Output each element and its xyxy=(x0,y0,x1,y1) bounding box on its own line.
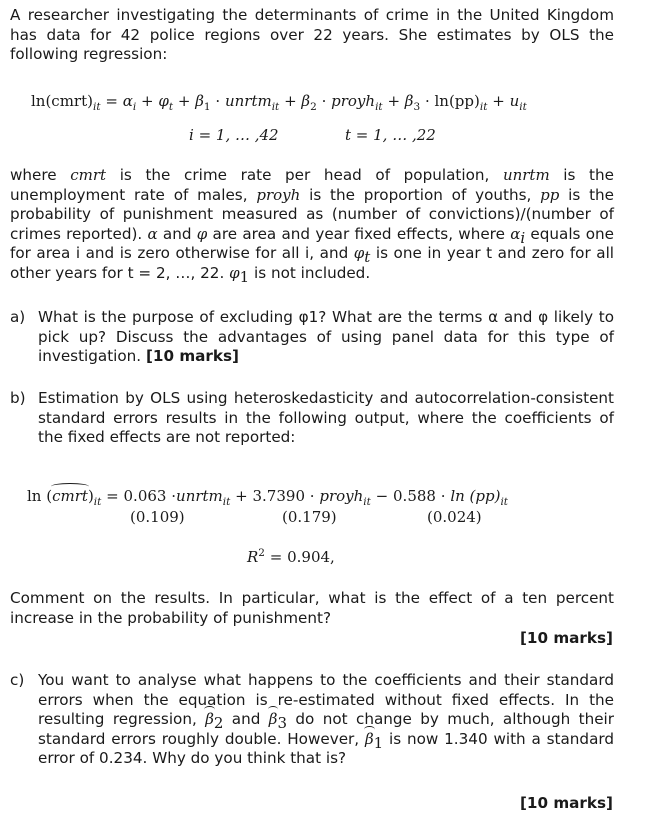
eq2-dot: · xyxy=(440,487,446,505)
question-b-text: Estimation by OLS using heteroskedasticity and autocorrelation-consistent standard errors results in the following output, where the coefficients of the fixed effects are not reported: xyxy=(38,389,614,447)
eq1-beta1: β xyxy=(195,92,204,110)
def-text: is the probability of punishment measured as (number of convictions)/(number of crimes reported). xyxy=(10,185,614,243)
eq1-alpha-sub: i xyxy=(132,101,137,113)
eq1-unrtm: unrtm xyxy=(224,92,272,110)
eq1-lnpp-sub: it xyxy=(479,101,488,113)
eq2-coef-lnpp: 0.588 xyxy=(393,487,436,505)
se-proyh: (0.179) xyxy=(282,508,337,526)
def-phi-1: φ xyxy=(229,263,240,282)
estimated-equation: $\ln (cmrt)_{it} = 0.063$ ·unrtm$_{it}$ + 3.7390 · proyh$_{it}$ − $0.588 \cdot \ln (pp)_{it}$ xyxy=(27,487,509,508)
index-t: t = 1, … ,22 xyxy=(345,126,436,144)
eq1-beta2-sub: 2 xyxy=(310,101,317,113)
eq2-unrtm: unrtm xyxy=(176,487,223,505)
qc-beta3-sub: 3 xyxy=(277,714,287,733)
eq1-alpha: α xyxy=(122,92,133,110)
eq1-dot: · xyxy=(321,92,327,110)
question-a-text: What is the purpose of excluding φ1? What are the terms α and φ likely to pick up? Discuss the advantages of using panel data for this type of investigation. xyxy=(38,308,614,366)
def-alpha-i: α xyxy=(510,224,521,243)
r2-sup: 2 xyxy=(258,547,265,559)
comment-text: Comment on the results. In particular, what is the effect of a ten percent increase in the probability of punishment? xyxy=(10,589,614,627)
eq2-coef-proyh: 3.7390 xyxy=(252,487,305,505)
eq2-equals: = xyxy=(106,487,119,505)
qc-beta2-sub: 2 xyxy=(213,714,224,733)
def-text: is one in year t and zero for all other years for t = 2, …, 22. xyxy=(10,244,615,282)
def-text: is the proportion of youths, xyxy=(300,185,541,204)
question-c-text: do not change by much, although their standard errors roughly double. However, xyxy=(38,710,614,748)
eq2-proyh: proyh xyxy=(319,487,364,505)
qc-beta3-hat: β xyxy=(268,710,278,729)
eq1-plus: + xyxy=(387,92,401,110)
question-b-label: b) xyxy=(10,389,26,407)
question-a-label: a) xyxy=(10,308,26,326)
eq2-coef-unrtm: 0.063 xyxy=(123,487,167,505)
r-squared xyxy=(247,548,335,566)
question-c-text: is now 1.340 with a standard error of 0.234. Why do you think that is? xyxy=(38,729,614,768)
eq2-unrtm-sub: it xyxy=(222,496,231,508)
eq2-plus: + xyxy=(235,487,248,505)
regression-equation xyxy=(31,92,527,113)
eq2-lnpp: ln (pp) xyxy=(450,487,501,505)
eq2-minus: − xyxy=(375,487,389,505)
se-lnpp: (0.024) xyxy=(427,508,482,526)
eq2-lnpp-sub: it xyxy=(500,496,509,508)
eq2-cmrt-hat: cmrt xyxy=(52,487,88,505)
eq2-ln: ln xyxy=(27,487,42,505)
def-alpha: α xyxy=(147,224,158,243)
eq1-u-sub: it xyxy=(519,101,527,113)
eq1-beta2: β xyxy=(301,92,311,110)
eq1-proyh: proyh xyxy=(331,92,376,110)
question-a xyxy=(10,308,614,367)
intro-text: A researcher investigating the determinants of crime in the United Kingdom has data for 42 police regions over 22 years. She estimates by OLS the following regression: xyxy=(10,6,614,64)
def-text: and xyxy=(157,224,197,243)
eq2-dot: · xyxy=(309,487,315,505)
def-text: is the unemployment rate of males, xyxy=(10,166,614,204)
eq1-proyh-sub: it xyxy=(375,101,383,113)
comment-paragraph xyxy=(10,589,614,628)
def-text: is the crime rate per head of population, xyxy=(106,166,503,184)
def-text: are area and year fixed effects, where xyxy=(207,224,511,243)
def-text: is not included. xyxy=(249,263,371,282)
definitions-paragraph xyxy=(10,166,614,284)
eq1-plus: + xyxy=(492,92,505,110)
eq1-lhs-sub: it xyxy=(93,101,101,113)
eq1-dot: · xyxy=(424,92,430,110)
eq2-lhs-sub: it xyxy=(93,496,102,508)
def-phi: φ xyxy=(196,224,208,243)
eq1-phi-sub: t xyxy=(168,101,174,113)
def-text: where xyxy=(10,166,71,184)
eq2-dot: · xyxy=(171,487,177,505)
def-unrtm: unrtm xyxy=(502,166,550,184)
def-text: equals one for area i and is zero otherwise for all i, and xyxy=(10,224,614,263)
question-c xyxy=(10,671,614,769)
question-c-text: You want to analyse what happens to the coefficients and their standard errors when the equation is re-estimated without fixed effects. In the resulting regression, xyxy=(38,671,614,729)
question-a-marks: [10 marks] xyxy=(145,347,239,366)
question-c-marks: [10 marks] xyxy=(519,794,613,812)
intro-paragraph xyxy=(10,6,614,65)
def-phi-t: φ xyxy=(353,244,365,263)
eq1-beta3-sub: 3 xyxy=(413,101,421,113)
def-phi-t-sub: t xyxy=(364,248,371,267)
r2-label: R xyxy=(247,548,259,566)
qc-beta2-hat: β xyxy=(205,710,214,729)
eq1-plus: + xyxy=(284,92,297,110)
qc-beta1-hat: β xyxy=(364,729,374,748)
def-alpha-i-sub: i xyxy=(520,228,526,247)
def-pp: pp xyxy=(540,185,560,204)
question-b xyxy=(10,389,614,448)
question-c-text: and xyxy=(223,710,269,729)
def-cmrt: cmrt xyxy=(70,166,107,184)
qc-beta1-sub: 1 xyxy=(373,733,384,752)
index-i: i = 1, … ,42 xyxy=(189,126,279,144)
question-c-label: c) xyxy=(10,671,25,689)
eq1-phi: φ xyxy=(158,92,169,110)
question-b-marks: [10 marks] xyxy=(519,629,613,647)
eq1-u: u xyxy=(509,92,520,110)
eq1-beta3: β xyxy=(404,92,414,110)
eq1-equals: = xyxy=(105,92,118,110)
eq1-lnpp: ln(pp) xyxy=(434,92,480,110)
eq1-plus: + xyxy=(177,92,191,110)
eq1-dot: · xyxy=(215,92,221,110)
def-phi-1-sub: 1 xyxy=(239,268,250,286)
eq1-plus: + xyxy=(141,92,154,110)
eq2-proyh-sub: it xyxy=(363,496,371,508)
se-unrtm: (0.109) xyxy=(130,508,185,526)
eq1-lhs: ln(cmrt) xyxy=(31,92,93,110)
r2-value: = 0.904, xyxy=(264,548,335,566)
eq1-unrtm-sub: it xyxy=(271,101,280,113)
def-proyh: proyh xyxy=(256,185,301,204)
eq1-beta1-sub: 1 xyxy=(203,101,211,113)
